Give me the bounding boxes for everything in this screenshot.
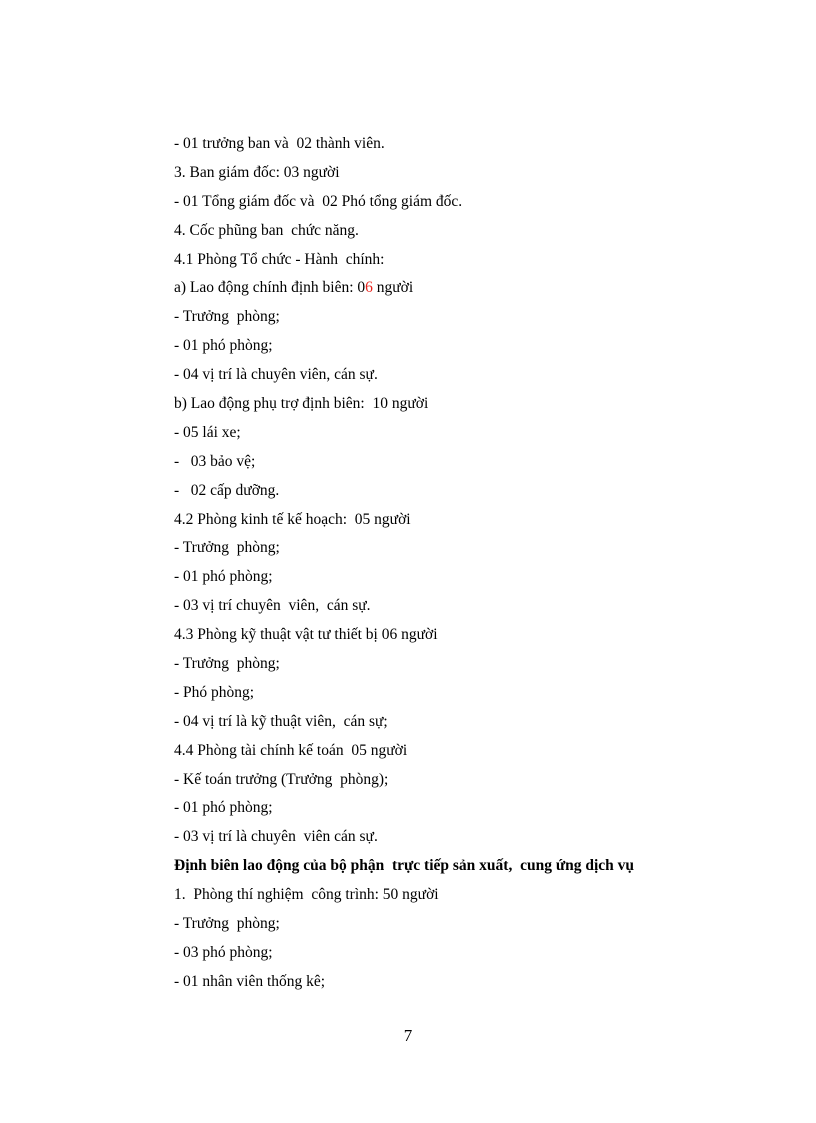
line-text: 4.4 Phòng tài chính kế toán 05 người [174,741,408,759]
text-line [174,910,734,939]
line-text: - 03 phó phòng; [174,943,273,961]
text-line [174,592,734,621]
line-text: - 01 phó phòng; [174,337,273,355]
line-text: 3. Ban giám đốc: 03 người [174,163,340,181]
line-text: - Trưởng phòng; [174,539,280,557]
text-line [174,332,734,361]
line-text: 4.1 Phòng Tổ chức - Hành chính: [174,250,385,268]
line-text: - Phó phòng; [174,683,255,701]
text-line [174,159,734,188]
text-line [174,881,734,910]
line-text: b) Lao động phụ trợ định biên: 10 người [174,395,429,413]
line-text: - 02 cấp dưỡng. [174,481,280,499]
text-line [174,968,734,997]
line-text: Định biên lao động của bộ phận trực tiếp sản xuất, cung ứng dịch vụ [174,857,635,875]
line-text: 1. Phòng thí nghiệm công trình: 50 người [174,886,439,904]
line-text: - 01 trưởng ban và 02 thành viên. [174,135,385,152]
text-line [174,130,734,159]
text-line [174,361,734,390]
text-line [174,823,734,852]
text-line [174,477,734,506]
line-text: - Kế toán trưởng (Trưởng phòng); [174,770,389,788]
line-text: - 03 vị trí là chuyên viên cán sự. [174,828,378,846]
line-text: - 03 bảo vệ; [174,452,256,470]
text-line [174,390,734,419]
text-line [174,274,734,303]
line-text: - 01 Tổng giám đốc và 02 Phó tổng giám đốc. [174,192,463,210]
line-text: 4.2 Phòng kinh tế kế hoạch: 05 người [174,510,411,528]
line-text: - 01 phó phòng; [174,568,273,586]
text-line [174,246,734,275]
text-line [174,303,734,332]
text-line [174,794,734,823]
text-line [174,563,734,592]
text-line [174,766,734,795]
text-line [174,621,734,650]
text-line [174,188,734,217]
line-text: - 01 phó phòng; [174,799,273,817]
line-text: - Trưởng phòng; [174,915,280,933]
text-line [174,679,734,708]
document-body [174,130,734,997]
line-text: - 05 lái xe; [174,423,241,441]
line-text: 4.3 Phòng kỹ thuật vật tư thiết bị 06 người [174,626,438,644]
text-line [174,939,734,968]
text-line [174,506,734,535]
line-text: - 01 nhân viên thống kê; [174,972,326,990]
line-text: - 04 vị trí là kỹ thuật viên, cán sự; [174,712,388,730]
text-line [174,708,734,737]
text-line [174,217,734,246]
line-text: - Trưởng phòng; [174,308,280,326]
line-text: - 03 vị trí chuyên viên, cán sự. [174,597,371,615]
text-line [174,534,734,563]
text-line [174,737,734,766]
text-line [174,448,734,477]
line-text: a) Lao động chính định biên: 0 [174,279,366,297]
text-line [174,650,734,679]
section-heading [174,852,734,881]
highlighted-digit: 6 [365,279,373,297]
page-number: 7 [403,1026,413,1045]
text-line [174,419,734,448]
line-text: - Trưởng phòng; [174,655,280,673]
line-text: 4. Cốc phũng ban chức năng. [174,221,359,239]
line-text-suffix: người [372,279,414,297]
line-text: - 04 vị trí là chuyên viên, cán sự. [174,366,378,384]
